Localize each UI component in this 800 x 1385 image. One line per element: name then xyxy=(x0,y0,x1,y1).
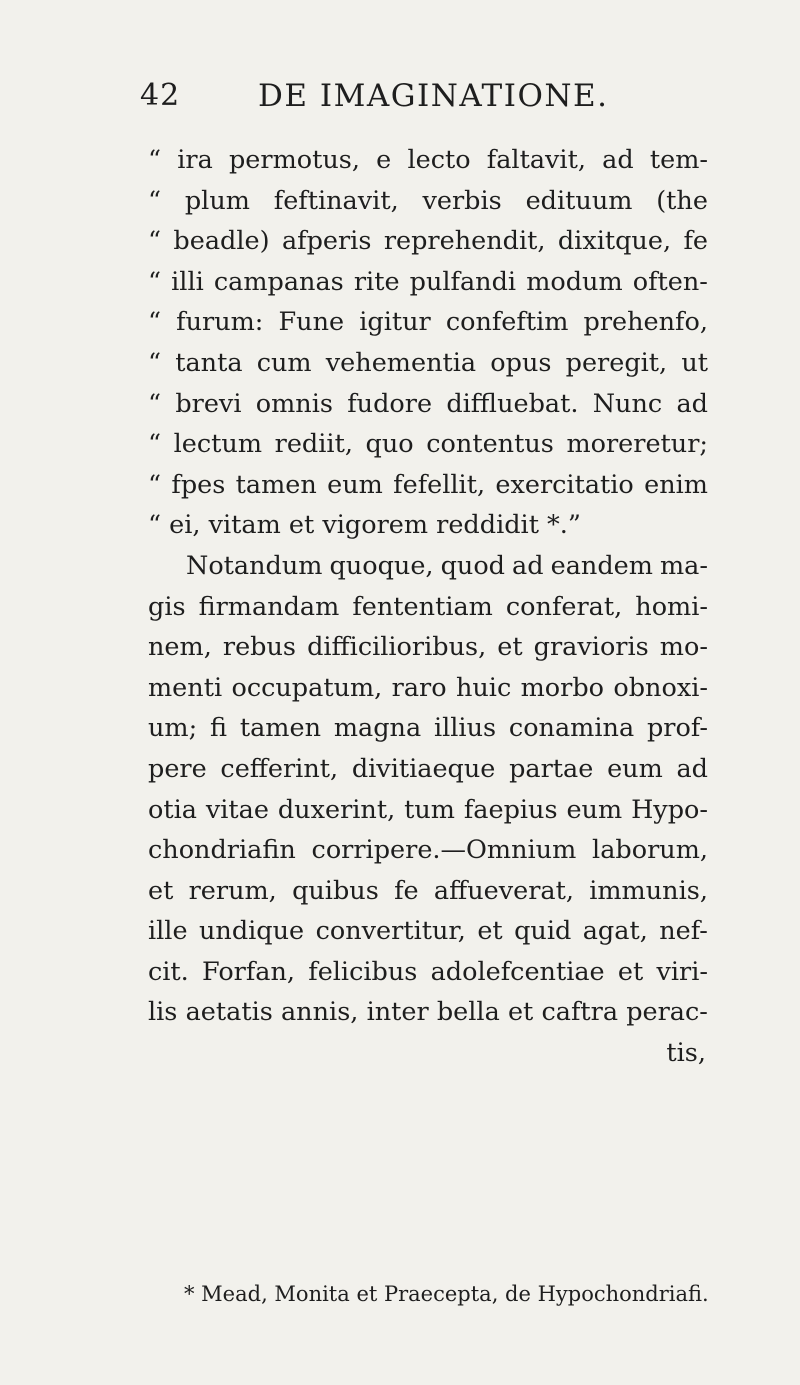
word: reprehendit, xyxy=(383,226,546,257)
word: furum: xyxy=(176,307,264,338)
word: inter xyxy=(366,997,429,1028)
word: ma- xyxy=(659,550,708,581)
word: ille xyxy=(148,916,188,947)
word: fe xyxy=(394,875,419,906)
word: Notandum xyxy=(186,550,323,581)
word: morbo xyxy=(520,672,605,703)
page-number: 42 xyxy=(140,78,181,113)
word: rebus xyxy=(222,632,296,663)
word: beadle) xyxy=(173,226,270,257)
word: illi xyxy=(171,266,204,297)
word: fe xyxy=(683,226,708,257)
text-line xyxy=(148,708,708,749)
word: quod xyxy=(440,550,506,581)
word: et xyxy=(477,916,503,947)
word: adolefcentiae xyxy=(430,956,605,987)
text-line xyxy=(148,384,708,425)
word: convertitur, xyxy=(315,916,466,947)
word: et xyxy=(497,632,523,663)
word: duxerint, xyxy=(277,794,396,825)
word: otia xyxy=(148,794,197,825)
word: quoque, xyxy=(329,550,434,581)
word: occupatum, xyxy=(231,672,383,703)
word: et xyxy=(507,997,534,1028)
word: partae xyxy=(509,753,594,784)
word: prehenfo, xyxy=(583,307,708,338)
text-line xyxy=(148,181,708,222)
word: Hypo- xyxy=(631,794,708,825)
word: Nunc xyxy=(592,388,663,419)
word: “ xyxy=(148,307,162,338)
word: eum xyxy=(327,469,383,500)
word: ad xyxy=(676,753,708,784)
word: magna xyxy=(333,713,422,744)
text-line xyxy=(148,992,708,1033)
text-line xyxy=(148,343,708,384)
text-line xyxy=(148,668,708,709)
text-line xyxy=(148,871,708,912)
word: fententiam xyxy=(352,591,493,622)
word: rerum, xyxy=(188,875,277,906)
word: enim xyxy=(644,469,708,500)
word: lecto xyxy=(407,145,471,175)
word: divitiaeque xyxy=(351,753,496,784)
text-line xyxy=(148,140,708,181)
word: prof- xyxy=(646,713,708,744)
word: eandem xyxy=(550,550,653,581)
word: mo- xyxy=(659,632,708,663)
word: Fune xyxy=(278,307,345,338)
word: ad xyxy=(512,550,544,581)
word: cit. xyxy=(148,956,189,987)
word: fpes xyxy=(171,469,226,500)
word: agat, xyxy=(582,916,648,947)
word: “ xyxy=(148,185,162,216)
word: lectum xyxy=(173,429,263,460)
word: diffluebat. xyxy=(446,388,579,419)
word: peregit, xyxy=(565,347,668,378)
text-line xyxy=(148,952,708,993)
word: et xyxy=(148,875,174,906)
word: undique xyxy=(198,916,305,947)
word: contentus xyxy=(426,429,554,460)
word: fudore xyxy=(347,388,433,419)
word: um; xyxy=(148,713,198,744)
word: ira xyxy=(177,145,213,175)
word: cum xyxy=(256,347,312,378)
word: conferat, xyxy=(505,591,623,622)
word: exercitatio xyxy=(495,469,634,500)
word: opus xyxy=(490,347,552,378)
text-line xyxy=(148,302,708,343)
word: “ xyxy=(148,347,162,378)
text-line xyxy=(148,465,708,506)
word: cefferint, xyxy=(220,753,339,784)
page-header xyxy=(0,78,800,122)
word: tamen xyxy=(239,713,321,744)
word: gravioris xyxy=(533,632,649,663)
word: fefellit, xyxy=(393,469,486,500)
word: “ xyxy=(148,145,162,175)
word: “ xyxy=(148,429,162,460)
word: difficilioribus, xyxy=(307,632,487,663)
word: fi xyxy=(210,713,228,744)
text-line xyxy=(148,587,708,628)
word: “ xyxy=(148,469,162,500)
word: pere xyxy=(148,753,207,784)
word: felicibus xyxy=(308,956,418,987)
word: modum xyxy=(526,266,623,297)
word: viri- xyxy=(656,956,708,987)
word: affueverat, xyxy=(433,875,574,906)
word: bella xyxy=(436,997,500,1028)
word: firmandam xyxy=(198,591,340,622)
word: lis xyxy=(148,997,178,1028)
word: menti xyxy=(148,672,223,703)
word: eum xyxy=(566,794,623,825)
word: et xyxy=(617,956,644,987)
word: “ xyxy=(148,266,162,297)
word: ad xyxy=(602,145,634,175)
word: gis xyxy=(148,591,186,622)
text-line xyxy=(148,911,708,952)
word: ad xyxy=(676,388,708,419)
catchword: tis, xyxy=(666,1038,706,1069)
text-line xyxy=(148,627,708,668)
word: immunis, xyxy=(589,875,708,906)
word: obnoxi- xyxy=(613,672,708,703)
word: igitur xyxy=(359,307,431,338)
word: Forfan, xyxy=(202,956,296,987)
word: chondriafin xyxy=(148,835,296,866)
word: homi- xyxy=(635,591,708,622)
word: plum xyxy=(184,185,250,216)
word: tem- xyxy=(649,145,708,175)
text-line xyxy=(148,830,708,871)
word: permotus, xyxy=(228,145,360,175)
text-line xyxy=(148,262,708,303)
word: tanta xyxy=(175,347,243,378)
word: perac- xyxy=(626,997,708,1028)
text-line: “ ei, vitam et vigorem reddidit *.” xyxy=(148,510,581,541)
word: nem, xyxy=(148,632,212,663)
word: dixitque, xyxy=(557,226,672,257)
word: aetatis xyxy=(185,997,273,1028)
word: quid xyxy=(514,916,572,947)
word: brevi xyxy=(175,388,242,419)
text-line xyxy=(148,749,708,790)
word: campanas xyxy=(213,266,344,297)
paragraph-start-line xyxy=(148,546,708,587)
word: quibus xyxy=(292,875,379,906)
footnote: * Mead, Monita et Praecepta, de Hypochondriafi. xyxy=(184,1282,709,1306)
running-head: DE IMAGINATIONE. xyxy=(258,78,609,114)
word: corripere.—Omnium xyxy=(311,835,577,866)
word: huic xyxy=(455,672,512,703)
word: rite xyxy=(353,266,400,297)
word: afperis xyxy=(281,226,372,257)
word: annis, xyxy=(280,997,359,1028)
word: raro xyxy=(391,672,447,703)
text-line xyxy=(148,424,708,465)
word: nef- xyxy=(659,916,708,947)
word: tamen xyxy=(235,469,317,500)
word: “ xyxy=(148,226,162,257)
word: omnis xyxy=(255,388,333,419)
word: moreretur; xyxy=(566,429,708,460)
word: often- xyxy=(632,266,708,297)
word: “ xyxy=(148,388,162,419)
word: pulfandi xyxy=(409,266,517,297)
word: vehementia xyxy=(325,347,477,378)
word: (the xyxy=(656,185,708,216)
word: laborum, xyxy=(592,835,708,866)
body-text xyxy=(148,140,708,1074)
word: e xyxy=(376,145,392,175)
word: confeftim xyxy=(445,307,569,338)
word: conamina xyxy=(508,713,635,744)
word: tum xyxy=(404,794,455,825)
word: illius xyxy=(433,713,497,744)
word: faltavit, xyxy=(486,145,586,175)
word: ut xyxy=(681,347,708,378)
word: vitae xyxy=(205,794,269,825)
word: edituum xyxy=(525,185,633,216)
word: rediit, xyxy=(274,429,353,460)
word: faepius xyxy=(463,794,558,825)
word: verbis xyxy=(422,185,502,216)
word: quo xyxy=(365,429,414,460)
word: eum xyxy=(607,753,663,784)
word: feftinavit, xyxy=(273,185,399,216)
text-line xyxy=(148,790,708,831)
word: caftra xyxy=(541,997,619,1028)
text-line xyxy=(148,221,708,262)
